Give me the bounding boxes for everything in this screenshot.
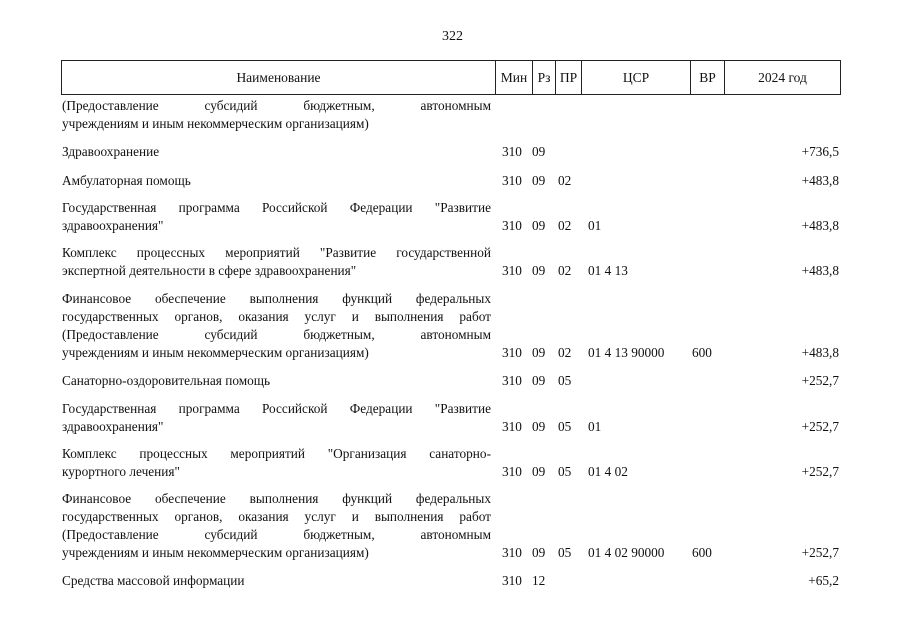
cell-vr: 600 [692,345,712,360]
row-name-line: Комплекс процессных мероприятий "Развитие государственной [62,245,491,260]
row-name-line: Санаторно-оздоровительная помощь [62,373,271,388]
cell-sum: +736,5 [801,144,839,159]
row-name-line: здравоохранения" [62,419,164,434]
row-name [62,490,491,562]
row-name [62,172,491,190]
row-name-line: здравоохранения" [62,218,164,233]
cell-min: 310 [502,144,522,159]
header-pr: ПР [555,61,581,94]
row-name-line: (Предоставление субсидий бюджетным, автономным [62,527,491,542]
row-name-line: экспертной деятельности в сфере здравоохранения" [62,263,357,278]
row-name [62,445,491,481]
row-name [62,290,491,362]
header-year: 2024 год [724,61,840,94]
cell-csr: 01 4 02 [588,464,628,479]
page-number: 322 [442,29,463,44]
row-name-line: (Предоставление субсидий бюджетным, автономным [62,98,491,113]
cell-pr: 05 [558,419,572,434]
row-name-line: государственных органов, оказания услуг и выполнения работ [62,509,491,524]
cell-pr: 02 [558,173,572,188]
row-name-line: Комплекс процессных мероприятий "Организация санаторно- [62,446,491,461]
cell-sum: +252,7 [801,419,839,434]
cell-min: 310 [502,373,522,388]
row-name-line: государственных органов, оказания услуг и выполнения работ [62,309,491,324]
cell-csr: 01 4 13 [588,263,628,278]
header-name: Наименование [236,70,321,85]
cell-min: 310 [502,545,522,560]
row-name-line: учреждениям и иным некоммерческим организациям) [62,545,369,560]
cell-pr: 05 [558,373,572,388]
cell-rz: 09 [532,464,546,479]
row-name [62,199,491,235]
cell-min: 310 [502,419,522,434]
row-name-line: Государственная программа Российской Федерации "Развитие [62,200,491,215]
row-name [62,372,491,390]
cell-csr: 01 [588,218,602,233]
row-name-line: Средства массовой информации [62,573,245,588]
row-name-line: Финансовое обеспечение выполнения функций федеральных [62,491,491,506]
cell-min: 310 [502,218,522,233]
cell-min: 310 [502,573,522,588]
cell-rz: 09 [532,173,546,188]
cell-rz: 09 [532,263,546,278]
cell-sum: +483,8 [801,218,839,233]
cell-pr: 02 [558,345,572,360]
cell-rz: 09 [532,419,546,434]
cell-rz: 09 [532,144,546,159]
cell-sum: +483,8 [801,263,839,278]
cell-pr: 02 [558,263,572,278]
row-name-line: (Предоставление субсидий бюджетным, автономным [62,327,491,342]
row-name [62,97,491,133]
header-csr: ЦСР [581,61,690,94]
cell-sum: +252,7 [801,545,839,560]
cell-csr: 01 [588,419,602,434]
row-name [62,244,491,280]
row-name-line: курортного лечения" [62,464,180,479]
header-rz: Рз [532,61,555,94]
cell-rz: 09 [532,345,546,360]
row-name-line: Амбулаторная помощь [62,173,191,188]
row-name [62,400,491,436]
cell-rz: 12 [532,573,546,588]
cell-pr: 02 [558,218,572,233]
cell-rz: 09 [532,218,546,233]
cell-rz: 09 [532,545,546,560]
cell-sum: +65,2 [808,573,839,588]
header-min: Мин [495,61,532,94]
row-name-line: Финансовое обеспечение выполнения функций федеральных [62,291,491,306]
cell-min: 310 [502,345,522,360]
cell-csr: 01 4 13 90000 [588,345,665,360]
row-name [62,572,491,590]
cell-min: 310 [502,464,522,479]
cell-pr: 05 [558,464,572,479]
row-name-line: Государственная программа Российской Федерации "Развитие [62,401,491,416]
header-vr: ВР [690,61,724,94]
cell-rz: 09 [532,373,546,388]
cell-sum: +483,8 [801,345,839,360]
cell-vr: 600 [692,545,712,560]
cell-sum: +252,7 [801,464,839,479]
row-name-line: учреждениям и иным некоммерческим организациям) [62,345,369,360]
cell-pr: 05 [558,545,572,560]
cell-csr: 01 4 02 90000 [588,545,665,560]
cell-min: 310 [502,263,522,278]
row-name [62,143,491,161]
cell-sum: +483,8 [801,173,839,188]
row-name-line: Здравоохранение [62,144,160,159]
cell-sum: +252,7 [801,373,839,388]
row-name-line: учреждениям и иным некоммерческим организациям) [62,116,369,131]
cell-min: 310 [502,173,522,188]
